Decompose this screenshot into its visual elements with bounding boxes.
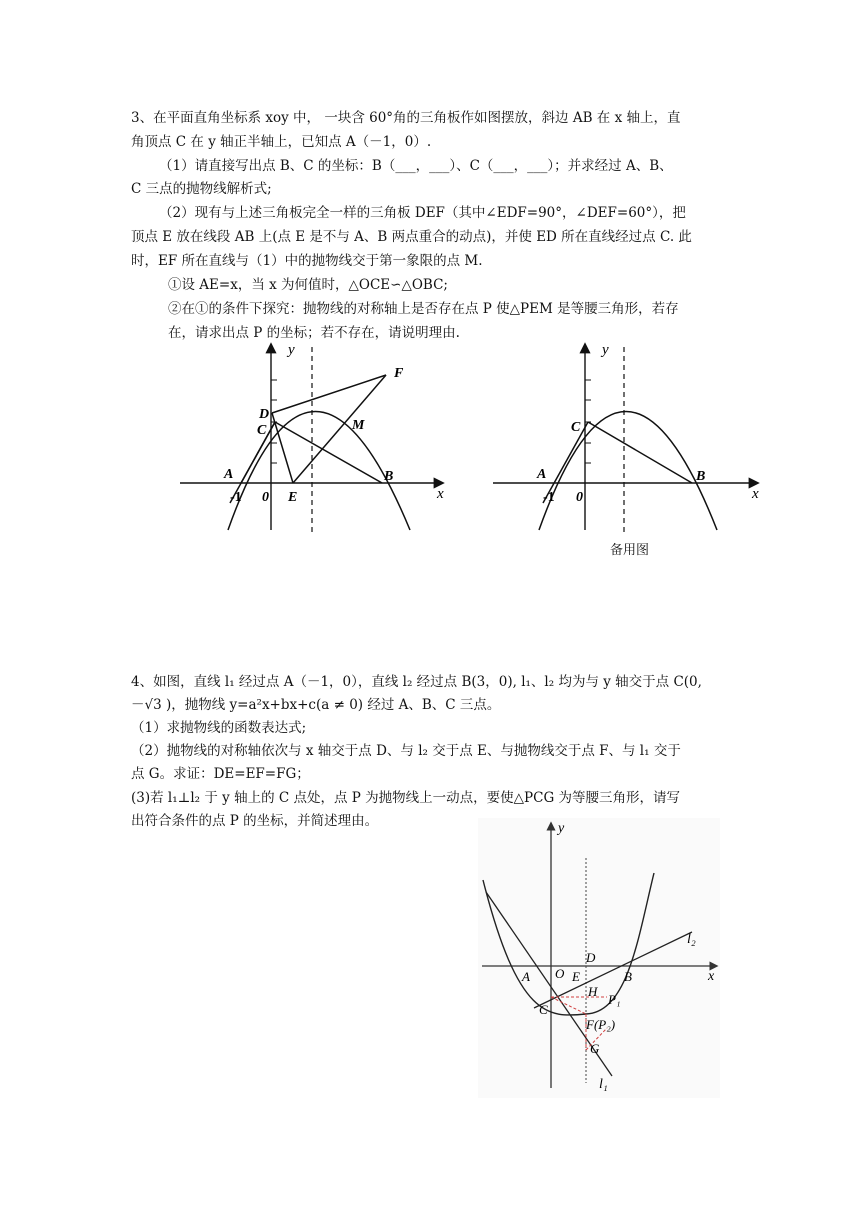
q3-line-7: 时，EF 所在直线与（1）中的抛物线交于第一象限的点 M. bbox=[131, 253, 483, 269]
q4-line-5: 点 G。求证：DE=EF=FG； bbox=[131, 766, 310, 782]
label-x-2: x bbox=[752, 486, 759, 502]
q3-line-5: （2）现有与上述三角板完全一样的三角板 DEF（其中∠EDF=90°，∠DEF=60°），把 bbox=[159, 205, 686, 221]
spare-figure-caption: 备用图 bbox=[610, 543, 650, 558]
label-y-2: y bbox=[602, 342, 609, 358]
q3-line-4: C 三点的抛物线解析式; bbox=[131, 181, 272, 197]
q4-label-P1: P₁ bbox=[608, 992, 621, 1007]
q4-label-D: D bbox=[586, 950, 596, 965]
label-minus-1: -1 bbox=[230, 490, 242, 505]
q3-line-10: 在，请求出点 P 的坐标；若不存在，请说明理由. bbox=[168, 325, 460, 341]
q3-figure-spare bbox=[485, 335, 775, 535]
q4-line-7: 出符合条件的点 P 的坐标，并简述理由。 bbox=[131, 813, 379, 829]
label-A-2: A bbox=[537, 467, 547, 482]
q4-label-l2: l₂ bbox=[687, 932, 696, 947]
q4-label-O: O bbox=[555, 966, 565, 981]
label-minus-1-2: -1 bbox=[543, 490, 555, 505]
label-F: F bbox=[394, 366, 404, 381]
q4-label-x: x bbox=[708, 969, 715, 984]
label-A: A bbox=[224, 467, 234, 482]
q4-label-A: A bbox=[522, 969, 530, 984]
label-M: M bbox=[352, 418, 365, 433]
q4-figure bbox=[478, 818, 720, 1098]
q4-label-E: E bbox=[572, 969, 580, 984]
q4-line-6: (3)若 l₁⊥l₂ 于 y 轴上的 C 点处，点 P 为抛物线上一动点，要使△PCG 为等腰三角形，请写 bbox=[131, 790, 681, 806]
q3-line-6: 顶点 E 放在线段 AB 上(点 E 是不与 A、B 两点重合的动点)，并使 ED 所在直线经过点 C. 此 bbox=[131, 229, 692, 245]
q4-label-y: y bbox=[558, 821, 565, 836]
label-B-2: B bbox=[696, 469, 706, 484]
label-y: y bbox=[288, 342, 295, 358]
q4-label-B: B bbox=[624, 969, 632, 984]
label-D: D bbox=[259, 407, 270, 422]
label-C: C bbox=[257, 423, 267, 438]
q4-label-G: G bbox=[590, 1041, 600, 1056]
q4-line-1: 4、如图，直线 l₁ 经过点 A（－1，0），直线 l₂ 经过点 B(3，0), l₁、l₂ 均为与 y 轴交于点 C(0, bbox=[131, 674, 702, 690]
q4-line-2: －√3 )，抛物线 y=a²x+bx+c(a ≠ 0) 经过 A、B、C 三点。 bbox=[131, 697, 501, 713]
label-x: x bbox=[437, 486, 444, 502]
q4-label-F: F(P₂) bbox=[586, 1017, 616, 1032]
parabola bbox=[228, 412, 410, 531]
label-origin: 0 bbox=[262, 490, 269, 505]
q3-figure-main bbox=[170, 335, 460, 535]
q3-line-9: ②在①的条件下探究：抛物线的对称轴上是否存在点 P 使△PEM 是等腰三角形，若存 bbox=[168, 301, 679, 317]
label-E: E bbox=[288, 490, 298, 505]
q4-label-H: H bbox=[588, 984, 598, 999]
q4-line-4: （2）抛物线的对称轴依次与 x 轴交于点 D、与 l₂ 交于点 E、与抛物线交于点 F、与 l₁ 交于 bbox=[131, 743, 681, 759]
parabola-q4 bbox=[483, 873, 654, 1015]
q4-label-l1: l₁ bbox=[599, 1077, 608, 1092]
label-origin-2: 0 bbox=[576, 490, 583, 505]
q3-line-3: （1）请直接写出点 B、C 的坐标：B（___，___）、C（___，___）；并求经过 A、B、 bbox=[159, 158, 673, 174]
q3-line-8: ①设 AE=x，当 x 为何值时，△OCE∽△OBC; bbox=[168, 277, 448, 293]
parabola-spare bbox=[539, 412, 717, 531]
q4-label-C: C bbox=[539, 1002, 548, 1017]
q3-line-2: 角顶点 C 在 y 轴正半轴上，已知点 A（－1，0）. bbox=[131, 134, 432, 150]
q3-line-1: 3、在平面直角坐标系 xoy 中， 一块含 60°角的三角板作如图摆放，斜边 AB 在 x 轴上，直 bbox=[131, 110, 681, 126]
label-B: B bbox=[384, 469, 394, 484]
label-C-2: C bbox=[571, 420, 581, 435]
q4-line-3: （1）求抛物线的函数表达式; bbox=[131, 720, 307, 736]
